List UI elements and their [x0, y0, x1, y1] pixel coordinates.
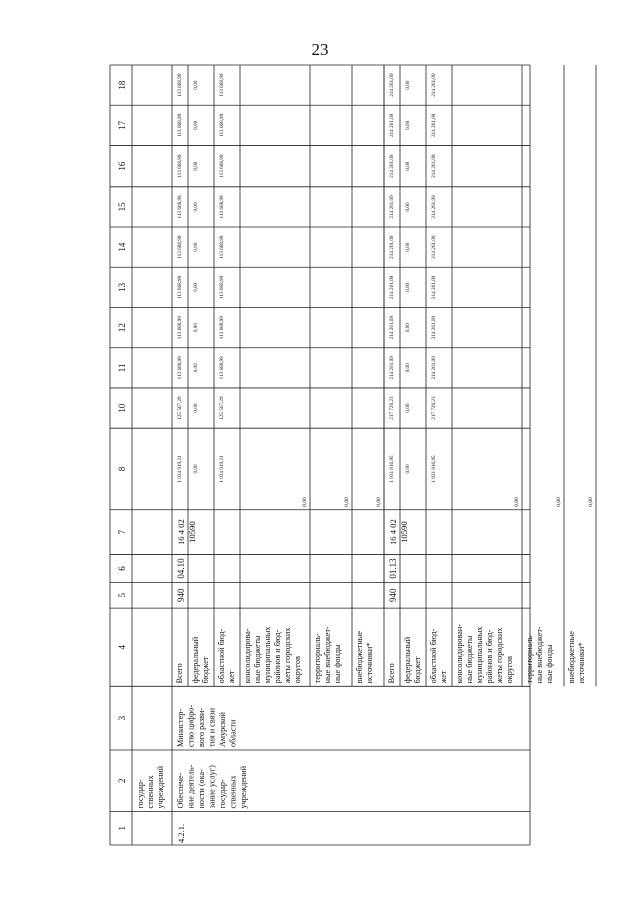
- row-value: 0,00: [405, 161, 411, 171]
- row-value: 214 261,09: [431, 235, 437, 259]
- row-value: 0,00: [193, 242, 199, 252]
- row-value: 1 931 816,95: [431, 455, 437, 483]
- row-label: территориаль-: [525, 633, 534, 684]
- csr-code: 10590: [187, 521, 197, 543]
- row-value: 125 567,29: [219, 396, 225, 420]
- row-label: Всего: [175, 663, 184, 684]
- row-value: 0,00: [405, 363, 411, 373]
- row-value: 214 261,09: [389, 113, 395, 138]
- row-label: Всего: [387, 663, 396, 684]
- row-value: 113 668,99: [177, 316, 183, 340]
- column-header-5: 5: [117, 592, 127, 598]
- row-value: 214 261,09: [389, 356, 395, 380]
- row-value: 113 668,99: [219, 154, 225, 178]
- column-header-14: 14: [117, 242, 127, 252]
- row-value: 0,00: [302, 497, 308, 507]
- row-label: областной бюд-: [217, 628, 226, 684]
- row-label: бюджет: [201, 656, 210, 684]
- row-value: 0,00: [193, 80, 199, 90]
- row-label: ные внебюджет-: [535, 626, 544, 684]
- column-header-1: 1: [117, 825, 127, 831]
- section-name: Обеспече-: [176, 772, 185, 809]
- row-value: 0,00: [193, 282, 199, 292]
- row-value: 0,00: [514, 497, 520, 507]
- column-header-16: 16: [117, 161, 127, 171]
- row-label: ные внебюджет-: [323, 626, 332, 684]
- row-value: 113 668,99: [177, 73, 183, 97]
- row-value: 0,00: [405, 80, 411, 90]
- row-value: 0,00: [405, 282, 411, 292]
- row-label: жеты городских: [283, 627, 292, 684]
- row-value: 0,00: [193, 161, 199, 171]
- rotated-table: [110, 65, 596, 845]
- row-value: 0,00: [405, 323, 411, 333]
- section-name: государ-: [218, 779, 227, 809]
- row-value: 214 261,09: [389, 73, 395, 97]
- column-header-2: 2: [117, 778, 127, 783]
- column-header-18: 18: [117, 80, 127, 90]
- row-value: 0,00: [556, 497, 562, 507]
- row-value: 113 668,99: [219, 195, 225, 219]
- row-value: 0,00: [193, 464, 199, 474]
- rzpr-code: 01.13: [388, 558, 398, 579]
- row-label: внебюджетные: [567, 631, 576, 684]
- csr-code: 10590: [399, 521, 409, 543]
- column-header-3: 3: [117, 715, 127, 721]
- row-value: 113 668,99: [177, 275, 183, 299]
- row-value: 0,00: [405, 242, 411, 252]
- column-header-7: 7: [117, 529, 127, 535]
- section-name: ственных: [228, 775, 238, 809]
- column-header-12: 12: [117, 323, 127, 333]
- row-value: 113 668,99: [219, 73, 225, 97]
- row-label: округов: [505, 656, 514, 684]
- row-value: 125 567,29: [177, 396, 183, 420]
- carryover-text: ственных: [146, 775, 155, 809]
- row-value: 0,00: [193, 363, 199, 373]
- row-value: 214 261,09: [389, 235, 395, 259]
- row-label: федеральный: [403, 636, 412, 684]
- carryover-text: государ-: [136, 779, 145, 809]
- row-label: территориаль-: [313, 633, 322, 684]
- row-label: жеты городских: [495, 627, 504, 684]
- row-value: 214 261,09: [431, 356, 437, 380]
- csr-code: 16 4 02: [176, 519, 186, 545]
- column-header-4: 4: [117, 644, 127, 650]
- grbs-code: 940: [388, 588, 398, 602]
- row-value: 217 728,23: [431, 396, 437, 420]
- section-name: ности (ока-: [197, 769, 206, 809]
- column-header-6: 6: [117, 566, 127, 571]
- row-label: источники*: [577, 642, 586, 684]
- row-value: 113 668,99: [177, 113, 183, 137]
- row-value: 214 261,09: [431, 195, 437, 219]
- section-executor: тия и связи: [207, 708, 217, 748]
- row-label: консолидирован-: [455, 623, 464, 684]
- row-value: 214 261,09: [389, 315, 395, 340]
- csr-code: 16 4 02: [388, 519, 398, 545]
- column-header-11: 11: [117, 363, 127, 373]
- row-value: 1 034 919,21: [219, 455, 225, 483]
- section-executor: области: [228, 719, 238, 748]
- row-label: муниципальных: [475, 626, 484, 684]
- row-value: 113 668,99: [177, 154, 183, 178]
- rzpr-code: 04.10: [176, 558, 186, 579]
- row-label: ные бюджеты: [465, 635, 474, 684]
- row-value: 0,00: [405, 120, 411, 130]
- row-value: 0,00: [405, 403, 411, 413]
- row-label: округов: [293, 656, 302, 684]
- row-value: 113 668,99: [219, 235, 225, 259]
- row-label: ные фонды: [545, 644, 554, 684]
- row-value: 0,00: [193, 202, 199, 212]
- row-value: 113 668,99: [177, 235, 183, 259]
- row-value: 0,00: [588, 497, 594, 507]
- row-label: федеральный: [191, 636, 200, 684]
- row-value: 113 668,99: [177, 356, 183, 380]
- row-label: муниципальных: [263, 626, 272, 684]
- column-header-8: 8: [117, 466, 127, 472]
- section-executor: Министер-: [176, 708, 185, 748]
- section-number: 4.2.1.: [176, 823, 186, 843]
- carryover-text: учреждений: [156, 765, 165, 809]
- row-label: бюджет: [413, 656, 422, 684]
- row-label: жет: [439, 670, 448, 684]
- row-value: 113 668,99: [219, 316, 225, 340]
- row-value: 113 668,99: [219, 113, 225, 137]
- row-value: 1 931 816,95: [389, 455, 395, 483]
- row-value: 214 261,09: [431, 154, 437, 178]
- section-name: ние деятель-: [186, 764, 196, 809]
- row-value: 214 261,09: [431, 113, 437, 138]
- column-header-17: 17: [117, 120, 127, 130]
- row-value: 214 261,09: [431, 73, 437, 97]
- row-value: 0,00: [376, 497, 382, 507]
- row-value: 1 034 919,21: [177, 455, 183, 483]
- column-header-13: 13: [117, 282, 127, 292]
- row-label: источники*: [365, 642, 374, 684]
- row-label: районов и бюд-: [485, 629, 494, 684]
- row-value: 214 261,09: [389, 275, 395, 300]
- section-executor: вого разви-: [197, 707, 206, 748]
- row-value: 0,00: [193, 323, 199, 333]
- row-value: 0,00: [344, 497, 350, 507]
- row-value: 113 668,99: [219, 275, 225, 299]
- row-value: 217 728,23: [389, 396, 395, 420]
- column-header-15: 15: [117, 202, 127, 212]
- row-label: жет: [227, 670, 236, 684]
- row-label: ные фонды: [333, 644, 342, 684]
- grbs-code: 940: [176, 588, 186, 602]
- section-name: учреждений: [239, 765, 248, 809]
- page-number: 23: [311, 40, 329, 59]
- row-label: областной бюд-: [429, 628, 438, 684]
- row-value: 0,00: [405, 464, 411, 474]
- section-name: зание услуг): [207, 765, 217, 809]
- column-header-10: 10: [117, 403, 127, 413]
- row-value: 0,00: [193, 403, 199, 413]
- row-label: консолидирова-: [243, 628, 252, 684]
- row-label: внебюджетные: [355, 631, 364, 684]
- row-value: 113 668,99: [219, 356, 225, 380]
- row-label: ные бюджеты: [253, 635, 262, 684]
- row-value: 113 668,99: [177, 195, 183, 219]
- row-value: 0,00: [405, 202, 411, 212]
- row-value: 214 261,09: [389, 154, 395, 178]
- row-value: 214 261,09: [431, 275, 437, 300]
- row-value: 214 261,09: [389, 195, 395, 219]
- section-executor: ство цифро-: [186, 704, 196, 748]
- row-value: 0,00: [193, 120, 199, 130]
- row-label: районов и бюд-: [273, 629, 282, 684]
- section-executor: Амурской: [218, 712, 227, 748]
- row-value: 214 261,09: [431, 315, 437, 340]
